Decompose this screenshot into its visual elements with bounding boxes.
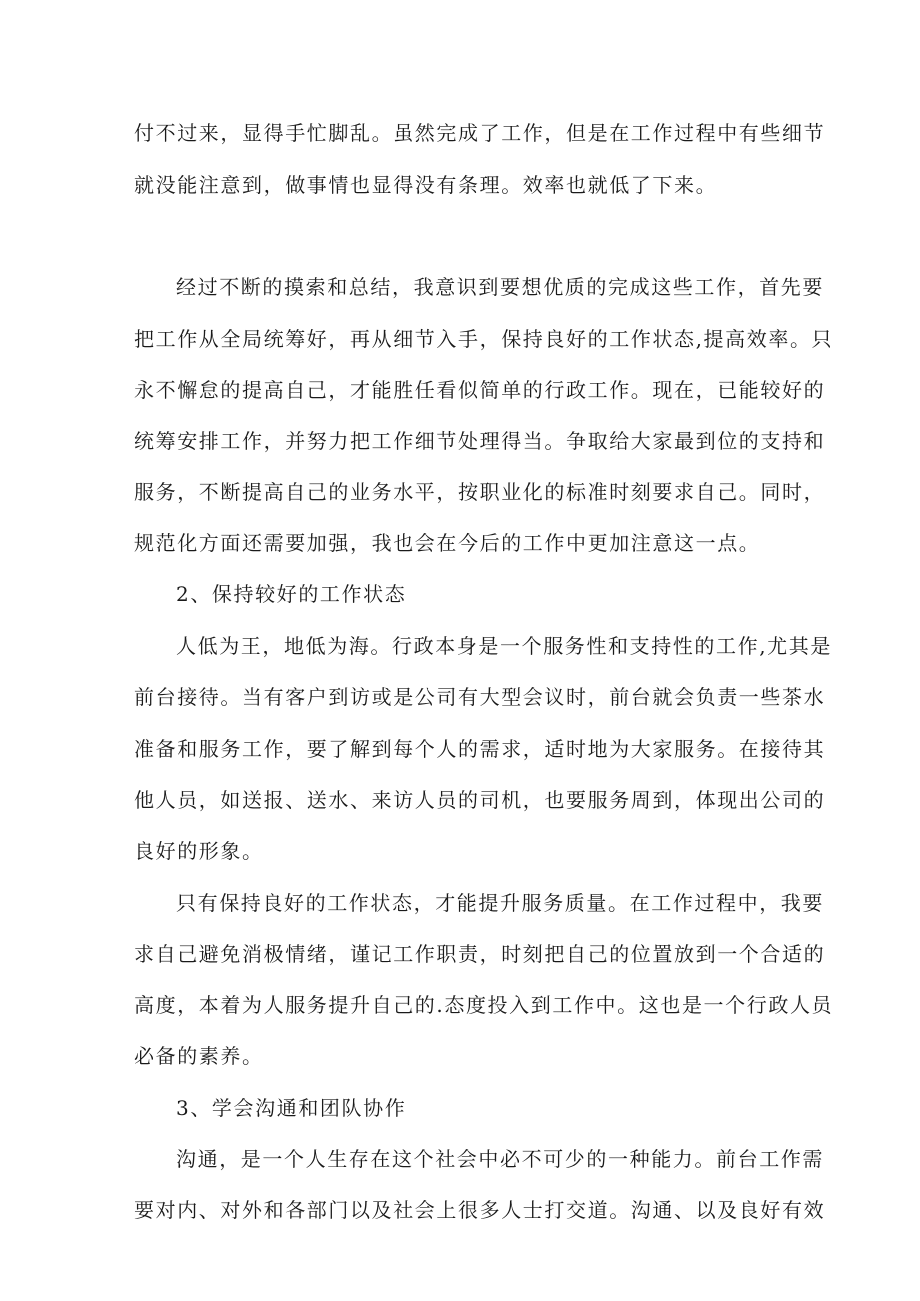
text-line: 付不过来，显得手忙脚乱。虽然完成了工作，但是在工作过程中有些细节 — [134, 121, 826, 145]
text-line: 前台接待。当有客户到访或是公司有大型会议时，前台就会负责一些茶水 — [134, 685, 826, 709]
text-line: 必备的素养。 — [134, 1044, 264, 1068]
text-line: 人低为王，地低为海。行政本身是一个服务性和支持性的工作,尤其是 — [176, 634, 832, 658]
text-line: 求自己避免消极情绪，谨记工作职责，时刻把自己的位置放到一个合适的 — [134, 942, 826, 966]
text-line: 经过不断的摸索和总结，我意识到要想优质的完成这些工作，首先要 — [176, 275, 824, 299]
text-line: 统筹安排工作，并努力把工作细节处理得当。争取给大家最到位的支持和 — [134, 429, 826, 453]
text-line: 良好的形象。 — [134, 839, 264, 863]
text-line: 他人员，如送报、送水、来访人员的司机，也要服务周到，体现出公司的 — [134, 788, 826, 812]
text-line: 规范化方面还需要加强，我也会在今后的工作中更加注意这一点。 — [134, 531, 761, 555]
text-line: 永不懈怠的提高自己，才能胜任看似简单的行政工作。现在，已能较好的 — [134, 378, 826, 402]
text-line: 准备和服务工作，要了解到每个人的需求，适时地为大家服务。在接待其 — [134, 737, 826, 761]
text-line: 高度，本着为人服务提升自己的.态度投入到工作中。这也是一个行政人员 — [134, 993, 834, 1017]
text-line: 服务，不断提高自己的业务水平，按职业化的标准时刻要求自己。同时， — [134, 480, 826, 504]
text-line: 就没能注意到，做事情也显得没有条理。效率也就低了下来。 — [134, 173, 718, 197]
text-line: 要对内、对外和各部门以及社会上很多人士打交道。沟通、以及良好有效 — [134, 1198, 826, 1222]
text-line: 沟通，是一个人生存在这个社会中必不可少的一种能力。前台工作需 — [176, 1147, 824, 1171]
text-line: 只有保持良好的工作状态，才能提升服务质量。在工作过程中，我要 — [176, 891, 824, 915]
section-heading: 2、保持较好的工作状态 — [176, 582, 407, 606]
text-line: 把工作从全局统筹好，再从细节入手，保持良好的工作状态,提高效率。只 — [134, 327, 834, 351]
section-heading: 3、学会沟通和团队协作 — [176, 1096, 407, 1120]
